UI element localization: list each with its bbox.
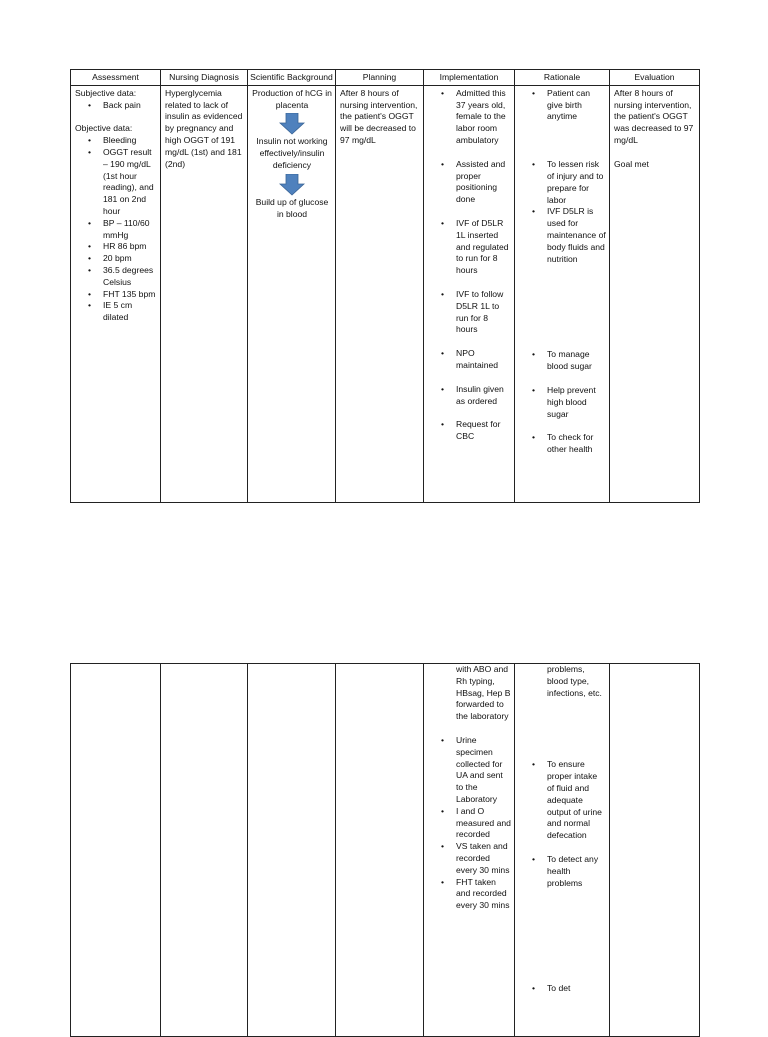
- continued-text: with ABO and Rh typing, HBsag, Hep B forwarded to the laboratory: [456, 664, 511, 722]
- header-implementation: Implementation: [424, 70, 515, 86]
- list-item: • I and O measured and recorded: [428, 806, 511, 841]
- sci-step-1: Production of hCG in placenta: [252, 87, 332, 110]
- list-item: • FHT 135 bpm: [75, 289, 157, 301]
- nursing-diagnosis-cell: Hyperglycemia related to lack of insulin as evidenced by pregnancy and high OGGT of 191 mg/dL (1st) and 181 (2nd): [161, 85, 248, 502]
- subjective-list: [75, 100, 157, 112]
- evaluation-cell: [610, 85, 700, 502]
- body-row: [71, 664, 700, 1037]
- list-item: • VS taken and recorded every 30 mins: [428, 841, 511, 876]
- planning-cell: [336, 664, 424, 1037]
- list-item: • Request for CBC: [428, 419, 511, 443]
- assessment-cell: [71, 85, 161, 502]
- list-item: • IVF of D5LR 1L inserted and regulated to run for 8 hours: [428, 218, 511, 277]
- list-item: • IE 5 cm dilated: [75, 300, 157, 324]
- scientific-background-cell: [248, 664, 336, 1037]
- assessment-cell: [71, 664, 161, 1037]
- rationale-list: [519, 88, 606, 456]
- list-item: • OGGT result – 190 mg/dL (1st hour reading), and 181 on 2nd hour: [75, 147, 157, 218]
- header-evaluation: Evaluation: [610, 70, 700, 86]
- list-item: • Back pain: [75, 100, 157, 112]
- list-item: • 36.5 degrees Celsius: [75, 265, 157, 289]
- header-assessment: Assessment: [71, 70, 161, 86]
- rationale-list: [519, 759, 606, 995]
- header-rationale: Rationale: [515, 70, 610, 86]
- list-item: • BP – 110/60 mmHg: [75, 218, 157, 242]
- list-item: • IVF D5LR is used for maintenance of body fluids and nutrition: [519, 206, 606, 265]
- evaluation-result: Goal met: [614, 158, 649, 169]
- body-row: [71, 85, 700, 502]
- list-item: • To lessen risk of injury and to prepare for labor: [519, 159, 606, 206]
- list-item: • HR 86 bpm: [75, 241, 157, 253]
- scientific-background-cell: [248, 85, 336, 502]
- objective-list: [75, 135, 157, 324]
- objective-label: Objective data:: [75, 123, 133, 134]
- down-arrow-icon: [279, 113, 305, 135]
- list-item: • FHT taken and recorded every 30 mins: [428, 877, 511, 912]
- implementation-list: [428, 735, 511, 912]
- list-item: • Admitted this 37 years old, female to the labor room ambulatory: [428, 88, 511, 147]
- list-item: • To manage blood sugar: [519, 349, 606, 373]
- sci-step-2: Insulin not working effectively/insulin deficiency: [256, 136, 328, 170]
- list-item: • To det: [519, 983, 606, 995]
- evaluation-text: After 8 hours of nursing intervention, the patient's OGGT was decreased to 97 mg/dL: [614, 87, 694, 145]
- planning-cell: After 8 hours of nursing intervention, the patient's OGGT will be decreased to 97 mg/dL: [336, 85, 424, 502]
- rationale-cell: [515, 664, 610, 1037]
- implementation-list: [428, 88, 511, 443]
- nursing-diagnosis-cell: [161, 664, 248, 1037]
- implementation-cell: [424, 85, 515, 502]
- header-scientific-background: Scientific Background: [248, 70, 336, 86]
- header-planning: Planning: [336, 70, 424, 86]
- list-item: • 20 bpm: [75, 253, 157, 265]
- list-item: • Insulin given as ordered: [428, 384, 511, 408]
- subjective-label: Subjective data:: [75, 87, 137, 98]
- list-item: • Help prevent high blood sugar: [519, 385, 606, 420]
- list-item: • To check for other health: [519, 432, 606, 456]
- list-item: • IVF to follow D5LR 1L to run for 8 hours: [428, 289, 511, 336]
- care-plan-table-page2: [70, 663, 700, 1037]
- header-row: [71, 70, 700, 86]
- list-item: • NPO maintained: [428, 348, 511, 372]
- header-nursing-diagnosis: Nursing Diagnosis: [161, 70, 248, 86]
- list-item: • Patient can give birth anytime: [519, 88, 606, 123]
- list-item: • To ensure proper intake of fluid and adequate output of urine and normal defecation: [519, 759, 606, 842]
- list-item: • Urine specimen collected for UA and sent to the Laboratory: [428, 735, 511, 806]
- list-item: • Assisted and proper positioning done: [428, 159, 511, 206]
- rationale-cell: [515, 85, 610, 502]
- care-plan-table-page1: [70, 69, 700, 503]
- list-item: • To detect any health problems: [519, 854, 606, 889]
- continued-text: problems, blood type, infections, etc.: [547, 664, 602, 698]
- down-arrow-icon: [279, 174, 305, 196]
- sci-step-3: Build up of glucose in blood: [255, 196, 329, 219]
- implementation-cell: [424, 664, 515, 1037]
- list-item: • Bleeding: [75, 135, 157, 147]
- evaluation-cell: [610, 664, 700, 1037]
